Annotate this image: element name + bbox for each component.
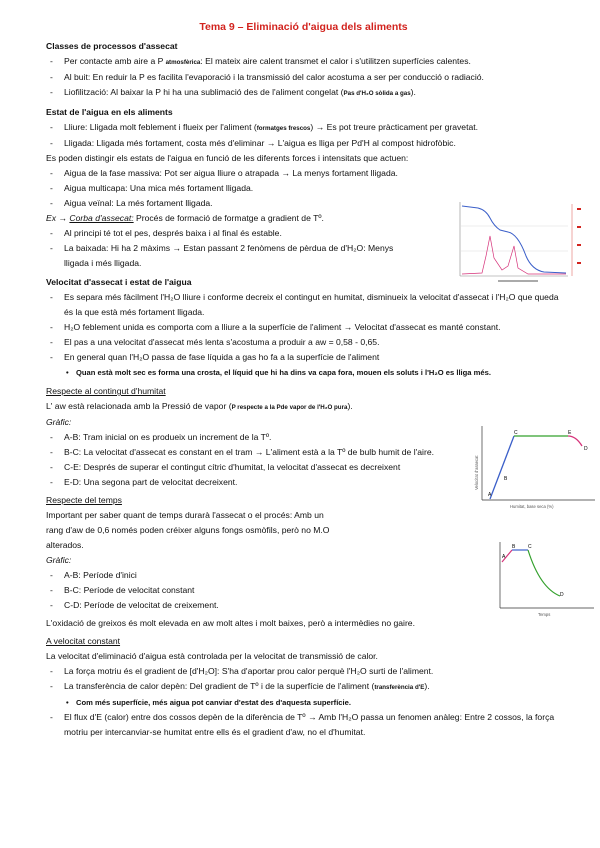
x-axis-label: Temps bbox=[538, 612, 551, 617]
list-item: - Lligada: Lligada més fortament, costa més d'eliminar → L'aigua es lliga per Pd'H al compost hidrofòbic. bbox=[46, 136, 561, 151]
list-item: - Es separa més fàcilment l'H₂O lliure i conforme decreix el contingut en humitat, disminueix la velocitat d'assecat i l'H₂O que queda és la que està més fortament lligada. bbox=[46, 290, 561, 320]
list-item: - Aigua multicapa: Una mica més fortament lligada. bbox=[46, 181, 561, 196]
document-page bbox=[46, 20, 561, 740]
list bbox=[46, 290, 561, 380]
time-rate-figure bbox=[488, 538, 598, 618]
paragraph: Important per saber quant de temps durarà l'assecat o el procés: Amb un rang d'aw de 0,6 només poden créixer alguns fongs osmòfils, però no M.O alterados. bbox=[46, 510, 330, 550]
list-item: - Liofilització: Al baixar la P hi ha una sublimació des de l'aliment congelat (Pas d'H₂O sòlida a gas). bbox=[46, 85, 561, 101]
page-title: Tema 9 – Eliminació d'aigua dels aliments bbox=[199, 21, 408, 33]
list-item: - C-E: Després de superar el contingut cítric d'humitat, la velocitat d'assecat es decreixent bbox=[46, 460, 466, 475]
list-item: - B-C: Període de velocitat constant bbox=[46, 583, 561, 598]
list-item: - Lliure: Lligada molt feblement i flueix per l'aliment (formatges frescos) → Es pot treure pràcticament per gravetat. bbox=[46, 120, 561, 136]
list bbox=[46, 120, 561, 151]
graph-label: Gràfic: bbox=[46, 555, 72, 565]
list-item: - B-C: La velocitat d'assecat es constant en el tram → L'aliment està a la Tº de bulb humit de l'aire. bbox=[46, 445, 466, 460]
list-item: - E-D: Una segona part de velocitat decreixent. bbox=[46, 475, 466, 490]
section-heading: Classes de processos d'assecat bbox=[46, 41, 178, 51]
point-label-b: B bbox=[512, 544, 516, 550]
section-heading: Estat de l'aigua en els aliments bbox=[46, 107, 173, 117]
point-label-a: A bbox=[488, 492, 492, 498]
list-item: - Al principi té tot el pes, després baixa i al final és estable. bbox=[46, 226, 406, 241]
paragraph: L'oxidació de greixos és molt elevada en aw molt altes i molt baixes, però a intermèdies no gaire. bbox=[46, 618, 415, 628]
paragraph: Es poden distingir els estats de l'aigua en funció de les diferents forces i intensitats que actuen: bbox=[46, 153, 409, 163]
curve-cd bbox=[568, 436, 582, 446]
list-item: - La transferència de calor depèn: Del gradient de Tº i de la superfície de l'aliment (transferència d'E). bbox=[46, 679, 561, 695]
section-heading: Respecte al contingut d'humitat bbox=[46, 386, 166, 396]
right-tick bbox=[577, 244, 581, 246]
point-label-c: C bbox=[514, 430, 518, 436]
right-tick bbox=[577, 226, 581, 228]
list-item: • Quan està molt sec es forma una crosta, el líquid que hi ha dins va capa fora, mouen els soluts i l'H₂O es lliga més. bbox=[46, 365, 561, 380]
x-axis-label: Humitat, base seca (%) bbox=[510, 504, 554, 509]
point-label-a: A bbox=[502, 554, 506, 560]
axis-caption bbox=[498, 280, 538, 282]
graph-label: Gràfic: bbox=[46, 417, 72, 427]
point-label-c: C bbox=[528, 544, 532, 550]
right-tick bbox=[577, 208, 581, 210]
list-item: - C-D: Període de velocitat de creixement. bbox=[46, 598, 561, 613]
list-item: - El pas a una velocitat d'assecat més lenta s'acostuma a produir a aw = 0,58 - 0,65. bbox=[46, 335, 561, 350]
list bbox=[46, 226, 406, 271]
list-item: - A-B: Tram inicial on es produeix un increment de la Tº. bbox=[46, 430, 466, 445]
list-item: - La força motriu és el gradient de [d'H₂O]: S'ha d'aportar prou calor perquè l'H₂O surti de l'aliment. bbox=[46, 664, 561, 679]
point-label-d: D bbox=[560, 592, 564, 598]
list-item: - La baixada: Hi ha 2 màxims → Estan passant 2 fenòmens de pèrdua de d'H₂O: Menys lligada i més lligada. bbox=[46, 241, 406, 271]
y-axis-label: Velocitat d'assecat bbox=[474, 455, 479, 490]
list-item: • Com més superfície, més aigua pot canviar d'estat des d'aquesta superfície. bbox=[46, 695, 561, 710]
humidity-rate-figure bbox=[470, 420, 600, 510]
paragraph: L' aw està relacionada amb la Pressió de vapor (P respecte a la Pde vapor de l'H₂O pura). bbox=[46, 401, 353, 411]
list-item: - H₂O feblement unida es comporta com a lliure a la superfície de l'aliment → Velocitat d'assecat es manté constant. bbox=[46, 320, 561, 335]
list-item: - Al buit: En reduir la P es facilita l'evaporació i la transmissió del calor acostuma a ser per conducció o radiació. bbox=[46, 70, 561, 85]
list-item: - Per contacte amb aire a P atmosfèrica: El mateix aire calent transmet el calor i s'utilitzen superfícies calentes. bbox=[46, 54, 561, 70]
right-tick bbox=[577, 262, 581, 264]
paragraph: La velocitat d'eliminació d'aigua està controlada per la velocitat de transmissió de calor. bbox=[46, 651, 378, 661]
point-label-b: B bbox=[504, 476, 508, 482]
list bbox=[46, 54, 561, 101]
list bbox=[46, 664, 561, 740]
list-item: - El flux d'E (calor) entre dos cossos depèn de la diferència de Tº → Amb l'H₂O passa un fenomen anàleg: Entre 2 cossos, la força motriu per intercanviar-se humitat entre ells és el gradient d'aw, no el d'humitat. bbox=[46, 710, 561, 740]
section-heading: A velocitat constant bbox=[46, 636, 121, 646]
example-line: Ex → Corba d'assecat: Procés de formació de formatge a gradient de Tº. bbox=[46, 213, 324, 223]
point-label-d: D bbox=[584, 446, 588, 452]
list bbox=[46, 430, 466, 490]
list-item: - Aigua veïnal: La més fortament lligada. bbox=[46, 196, 561, 211]
point-label-e: E bbox=[568, 430, 572, 436]
curve-cd bbox=[528, 550, 560, 596]
list-item: - Aigua de la fase massiva: Pot ser aigua lliure o atrapada → La menys fortament lligada. bbox=[46, 166, 561, 181]
list bbox=[46, 568, 561, 613]
curve-ab bbox=[490, 436, 514, 499]
section-heading: Velocitat d'assecat i estat de l'aigua bbox=[46, 277, 192, 287]
list-item: - A-B: Període d'inici bbox=[46, 568, 561, 583]
list-item: - En general quan l'H₂O passa de fase líquida a gas ho fa a la superfície de l'aliment bbox=[46, 350, 561, 365]
section-heading: Respecte del temps bbox=[46, 495, 122, 505]
drying-curve-figure bbox=[448, 196, 594, 286]
